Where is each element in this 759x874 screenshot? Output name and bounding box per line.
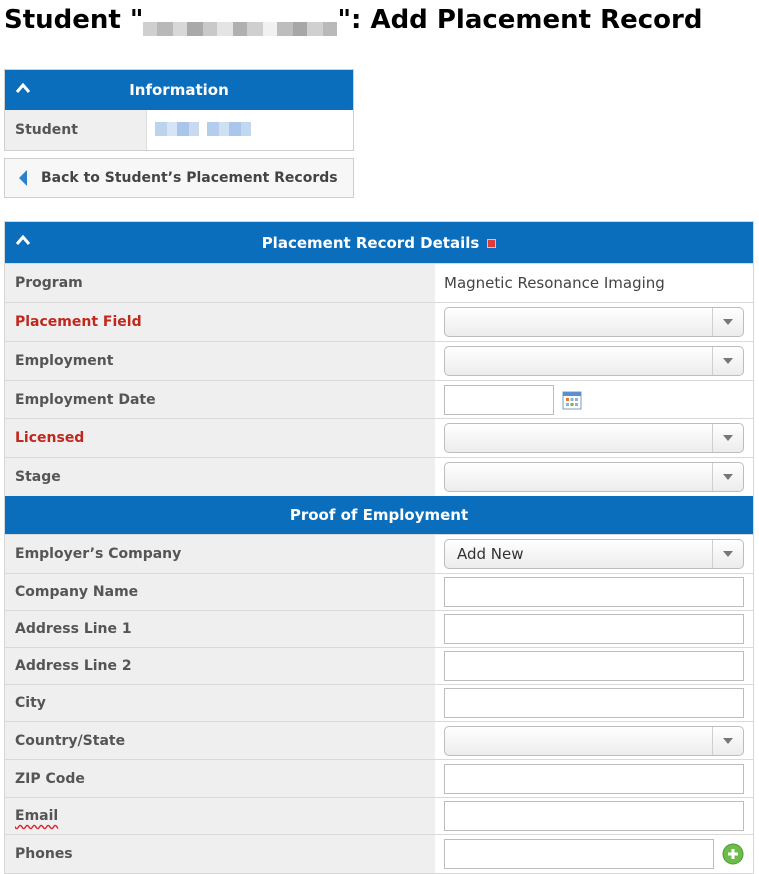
chevron-down-icon[interactable] [712, 463, 743, 491]
chevron-down-icon[interactable] [712, 540, 743, 568]
student-label: Student [5, 110, 147, 150]
city-label: City [5, 685, 435, 721]
employment-label: Employment [5, 342, 435, 380]
information-panel [4, 69, 354, 151]
placement-record-details-title: Placement Record Details [261, 233, 480, 252]
employment-date-row [5, 380, 753, 418]
city-row [5, 684, 753, 721]
stage-row [5, 457, 753, 496]
placement-field-row [5, 302, 753, 341]
page-title [4, 4, 702, 36]
phones-label: Phones [5, 835, 435, 873]
zip-code-input[interactable] [444, 764, 744, 794]
company-name-row [5, 573, 753, 610]
redacted-student-name [143, 12, 337, 26]
company-name-input[interactable] [444, 577, 744, 607]
zip-code-label: ZIP Code [5, 760, 435, 797]
calendar-icon[interactable] [562, 390, 582, 410]
company-name-label: Company Name [5, 574, 435, 610]
address-line-1-input[interactable] [444, 614, 744, 644]
licensed-label: Licensed [5, 419, 435, 457]
employers-company-select[interactable] [444, 539, 744, 569]
chevron-up-icon[interactable] [15, 234, 31, 246]
stage-select[interactable] [444, 462, 744, 492]
add-phone-icon[interactable] [722, 843, 744, 865]
chevron-down-icon[interactable] [712, 424, 743, 452]
country-state-select[interactable] [444, 726, 744, 756]
email-input[interactable] [444, 801, 744, 831]
back-button-label: Back to Student’s Placement Records [41, 170, 338, 186]
placement-record-details-header[interactable] [5, 222, 753, 263]
address-line-2-label: Address Line 2 [5, 648, 435, 684]
address-line-2-input[interactable] [444, 651, 744, 681]
student-row [5, 110, 353, 150]
information-header[interactable] [5, 70, 353, 110]
program-row [5, 263, 753, 302]
program-label: Program [5, 264, 435, 302]
phone-input[interactable] [444, 839, 714, 869]
stage-label: Stage [5, 458, 435, 496]
placement-record-details-panel [4, 221, 754, 874]
employment-row [5, 341, 753, 380]
placement-field-label: Placement Field [5, 303, 435, 341]
city-input[interactable] [444, 688, 744, 718]
licensed-row [5, 418, 753, 457]
email-label: Email [15, 808, 59, 824]
country-state-label: Country/State [5, 722, 435, 759]
required-marker-icon [487, 239, 496, 248]
employers-company-row [5, 534, 753, 573]
caret-left-icon [17, 169, 29, 187]
program-value: Magnetic Resonance Imaging [444, 274, 665, 292]
chevron-down-icon[interactable] [712, 727, 743, 755]
student-value[interactable] [147, 110, 353, 150]
placement-field-select[interactable] [444, 307, 744, 337]
licensed-select[interactable] [444, 423, 744, 453]
employers-company-selected: Add New [457, 545, 524, 563]
chevron-down-icon[interactable] [712, 308, 743, 336]
employment-date-input[interactable] [444, 385, 554, 415]
chevron-up-icon[interactable] [15, 82, 31, 94]
employers-company-label: Employer’s Company [5, 535, 435, 573]
information-header-label: Information [129, 81, 229, 99]
address-line-2-row [5, 647, 753, 684]
zip-code-row [5, 759, 753, 797]
address-line-1-label: Address Line 1 [5, 611, 435, 647]
email-row [5, 797, 753, 834]
employment-date-label: Employment Date [5, 381, 435, 418]
employment-select[interactable] [444, 346, 744, 376]
page-title-suffix: ": Add Placement Record [337, 5, 703, 35]
redacted-student-link[interactable] [155, 121, 251, 135]
country-state-row [5, 721, 753, 759]
page-title-prefix: Student " [4, 5, 144, 35]
proof-of-employment-header: Proof of Employment [5, 496, 753, 534]
address-line-1-row [5, 610, 753, 647]
phones-row [5, 834, 753, 873]
chevron-down-icon[interactable] [712, 347, 743, 375]
back-to-placement-records-button[interactable] [4, 158, 354, 198]
